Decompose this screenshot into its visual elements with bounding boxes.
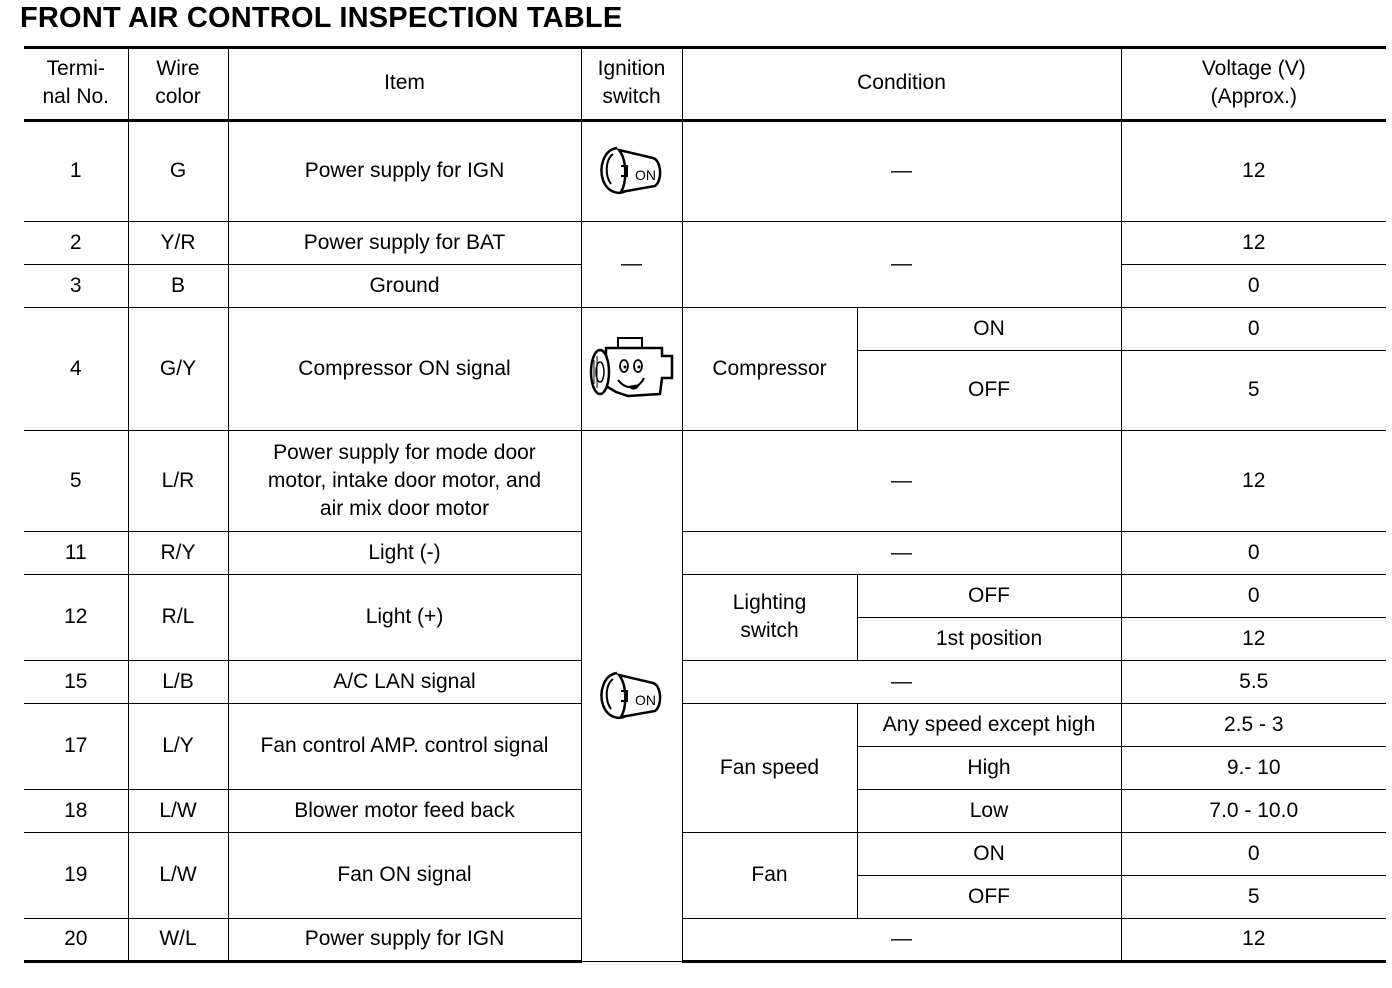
item-cell: Fan control AMP. control signal	[228, 703, 581, 789]
page-title: FRONT AIR CONTROL INSPECTION TABLE	[20, 2, 623, 34]
terminal-cell: 4	[24, 307, 128, 430]
item-cell: Blower motor feed back	[228, 789, 581, 832]
condition-state-cell: Any speed except high	[857, 703, 1121, 746]
terminal-cell: 2	[24, 221, 128, 264]
item-cell: Power supply for IGN	[228, 120, 581, 221]
header-condition: Condition	[682, 48, 1121, 120]
item-cell: Power supply for BAT	[228, 221, 581, 264]
terminal-cell: 11	[24, 531, 128, 574]
condition-cell: —	[682, 918, 1121, 961]
item-cell: Compressor ON signal	[228, 307, 581, 430]
voltage-cell: 0	[1121, 531, 1386, 574]
condition-state-cell: OFF	[857, 875, 1121, 918]
wire-color-cell: R/L	[128, 574, 228, 660]
voltage-cell: 0	[1121, 832, 1386, 875]
voltage-cell: 0	[1121, 307, 1386, 350]
condition-cell: Fan speed	[682, 703, 857, 832]
voltage-cell: 5	[1121, 350, 1386, 430]
voltage-cell: 12	[1121, 430, 1386, 531]
voltage-cell: 9.- 10	[1121, 746, 1386, 789]
item-cell: Power supply for mode door motor, intake door motor, and air mix door motor	[228, 430, 581, 531]
terminal-cell: 12	[24, 574, 128, 660]
terminal-cell: 5	[24, 430, 128, 531]
compressor-icon	[588, 332, 676, 406]
terminal-cell: 15	[24, 660, 128, 703]
condition-cell: Lighting switch	[682, 574, 857, 660]
ignition-key-on-icon	[597, 665, 667, 727]
condition-cell: Compressor	[682, 307, 857, 430]
table-row	[24, 430, 1386, 531]
terminal-cell: 19	[24, 832, 128, 918]
condition-state-cell: 1st position	[857, 617, 1121, 660]
item-cell: A/C LAN signal	[228, 660, 581, 703]
terminal-cell: 20	[24, 918, 128, 961]
header-terminal: Termi- nal No.	[24, 48, 128, 120]
condition-cell: —	[682, 531, 1121, 574]
wire-color-cell: R/Y	[128, 531, 228, 574]
wire-color-cell: G	[128, 120, 228, 221]
item-cell: Light (-)	[228, 531, 581, 574]
terminal-cell: 17	[24, 703, 128, 789]
voltage-cell: 12	[1121, 918, 1386, 961]
voltage-cell: 2.5 - 3	[1121, 703, 1386, 746]
condition-state-cell: ON	[857, 307, 1121, 350]
header-item: Item	[228, 48, 581, 120]
voltage-cell: 12	[1121, 120, 1386, 221]
table-row	[24, 574, 1386, 617]
header-wire-color: Wire color	[128, 48, 228, 120]
table-row	[24, 221, 1386, 264]
ignition-on-label: ON	[634, 167, 656, 183]
voltage-cell: 5	[1121, 875, 1386, 918]
voltage-cell: 5.5	[1121, 660, 1386, 703]
condition-cell: —	[682, 221, 1121, 307]
wire-color-cell: B	[128, 264, 228, 307]
wire-color-cell: L/W	[128, 832, 228, 918]
inspection-table	[24, 48, 1386, 963]
ignition-cell	[581, 120, 682, 221]
terminal-cell: 1	[24, 120, 128, 221]
header-row	[24, 48, 1386, 120]
voltage-cell: 7.0 - 10.0	[1121, 789, 1386, 832]
wire-color-cell: G/Y	[128, 307, 228, 430]
wire-color-cell: L/B	[128, 660, 228, 703]
condition-state-cell: ON	[857, 832, 1121, 875]
wire-color-cell: L/Y	[128, 703, 228, 789]
voltage-cell: 0	[1121, 574, 1386, 617]
voltage-cell: 12	[1121, 221, 1386, 264]
terminal-cell: 18	[24, 789, 128, 832]
table-row	[24, 703, 1386, 746]
voltage-cell: 0	[1121, 264, 1386, 307]
item-cell: Ground	[228, 264, 581, 307]
item-cell: Light (+)	[228, 574, 581, 660]
ignition-cell: —	[581, 221, 682, 307]
condition-state-cell: Low	[857, 789, 1121, 832]
item-cell: Fan ON signal	[228, 832, 581, 918]
header-ignition-switch: Ignition switch	[581, 48, 682, 120]
table-row	[24, 918, 1386, 961]
item-cell: Power supply for IGN	[228, 918, 581, 961]
condition-cell: —	[682, 660, 1121, 703]
wire-color-cell: W/L	[128, 918, 228, 961]
table-row	[24, 120, 1386, 221]
voltage-cell: 12	[1121, 617, 1386, 660]
table-row	[24, 531, 1386, 574]
condition-cell: —	[682, 120, 1121, 221]
ignition-cell	[581, 307, 682, 430]
wire-color-cell: L/W	[128, 789, 228, 832]
condition-state-cell: OFF	[857, 350, 1121, 430]
ignition-on-label: ON	[634, 691, 656, 708]
condition-cell: —	[682, 430, 1121, 531]
table-row	[24, 307, 1386, 350]
wire-color-cell: Y/R	[128, 221, 228, 264]
terminal-cell: 3	[24, 264, 128, 307]
header-voltage: Voltage (V) (Approx.)	[1121, 48, 1386, 120]
ignition-key-on-icon	[597, 140, 667, 202]
condition-cell: Fan	[682, 832, 857, 918]
ignition-cell	[581, 430, 682, 961]
condition-state-cell: High	[857, 746, 1121, 789]
wire-color-cell: L/R	[128, 430, 228, 531]
table-row	[24, 660, 1386, 703]
table-row	[24, 832, 1386, 875]
condition-state-cell: OFF	[857, 574, 1121, 617]
